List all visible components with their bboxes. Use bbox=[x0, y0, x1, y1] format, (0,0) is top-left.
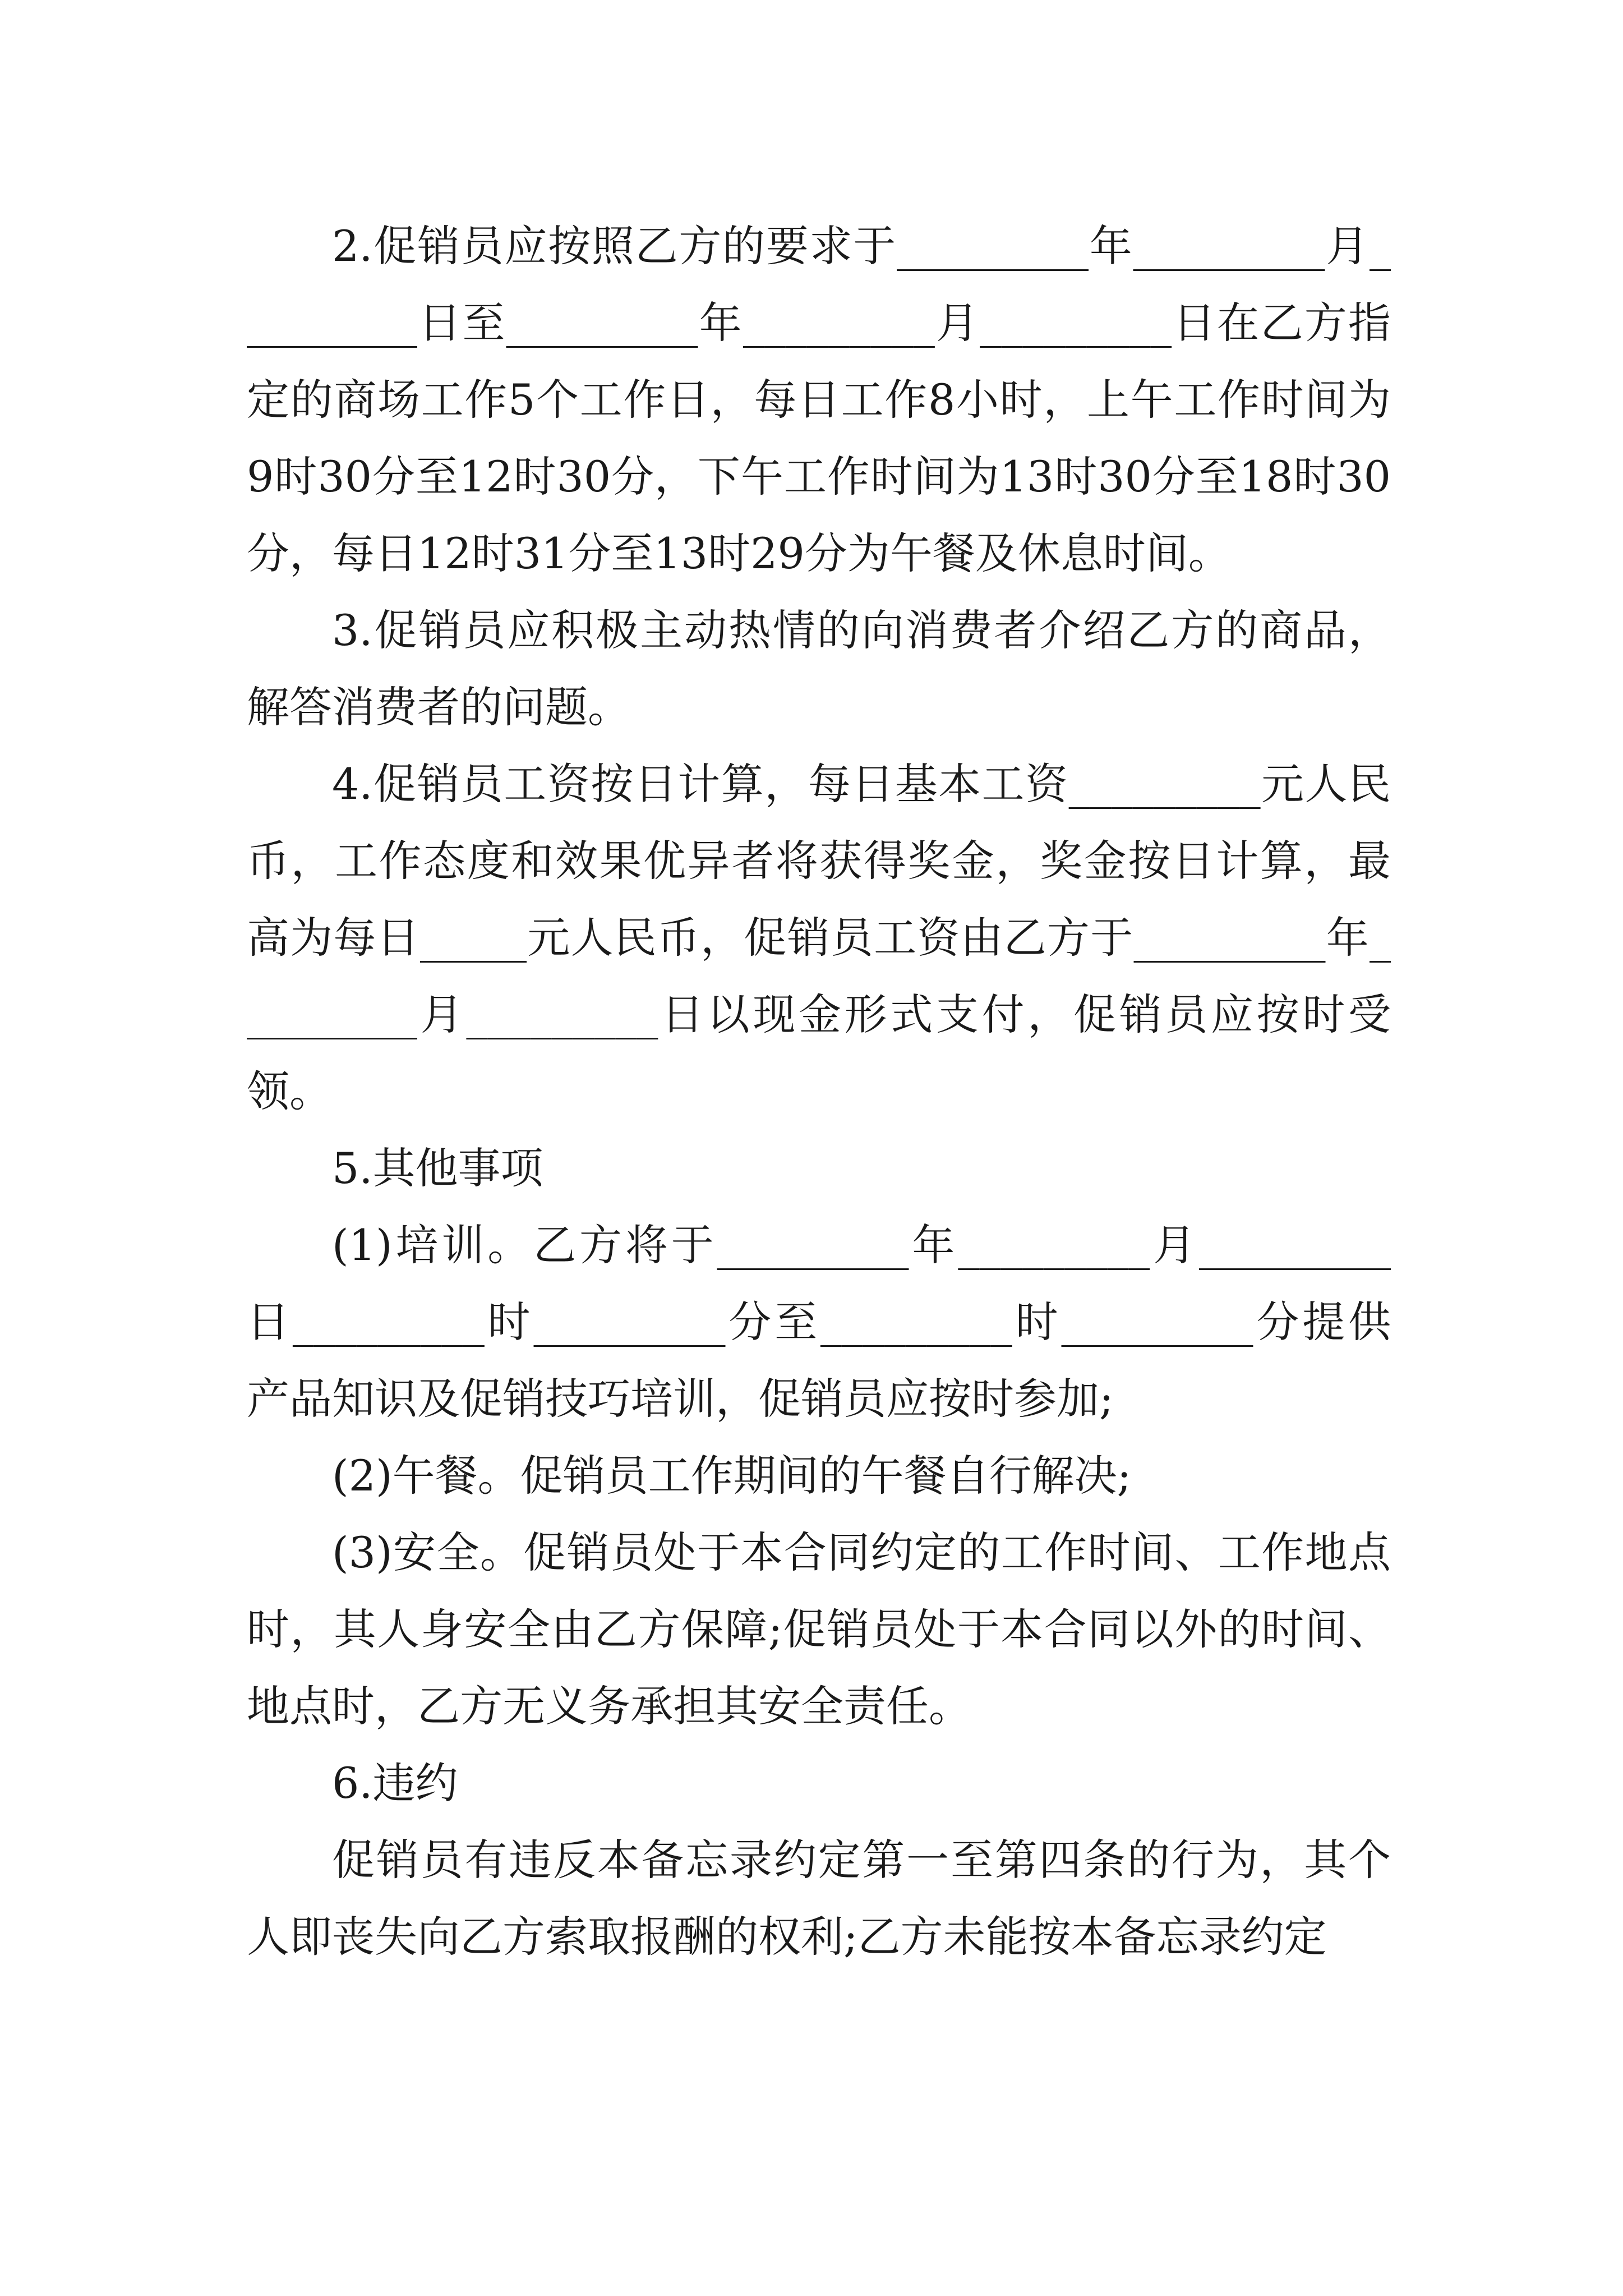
paragraph-breach-heading: 6.违约 bbox=[332, 1758, 458, 1808]
paragraph-wages: 4.促销员工资按日计算，每日基本工资_________元人民币，工作态度和效果优异者将获得奖金，奖金按日计算，最高为每日_____元人民币，促销员工资由乙方于_________年_________月_________日以现金形式支付，促销员应按时受领。 bbox=[247, 759, 1391, 1116]
paragraph-lunch: (2)午餐。促销员工作期间的午餐自行解决; bbox=[332, 1451, 1132, 1501]
paragraph-introduce-products: 3.促销员应积极主动热情的向消费者介绍乙方的商品，解答消费者的问题。 bbox=[247, 605, 1391, 732]
paragraph-work-schedule: 2.促销员应按照乙方的要求于_________年_________月_________日至_________年_________月_________日在乙方指定的商场工作5个工作日，每日工作8小时，上午工作时间为9时30分至12时30分，下午工作时间为13时30分至18时30分，每日12时31分至13时29分为午餐及休息时间。 bbox=[247, 221, 1391, 578]
paragraph-other-matters: 5.其他事项 bbox=[332, 1143, 543, 1193]
paragraph-safety: (3)安全。促销员处于本合同约定的工作时间、工作地点时，其人身安全由乙方保障;促销员处于本合同以外的时间、地点时，乙方无义务承担其安全责任。 bbox=[247, 1527, 1391, 1731]
document-body bbox=[247, 208, 1391, 1975]
paragraph-training: (1)培训。乙方将于_________年_________月_________日_________时_________分至_________时_________分提供产品知识及促销技巧培训，促销员应按时参加; bbox=[247, 1220, 1391, 1424]
paragraph-breach-terms: 促销员有违反本备忘录约定第一至第四条的行为，其个人即丧失向乙方索取报酬的权利;乙方未能按本备忘录约定 bbox=[247, 1835, 1391, 1962]
